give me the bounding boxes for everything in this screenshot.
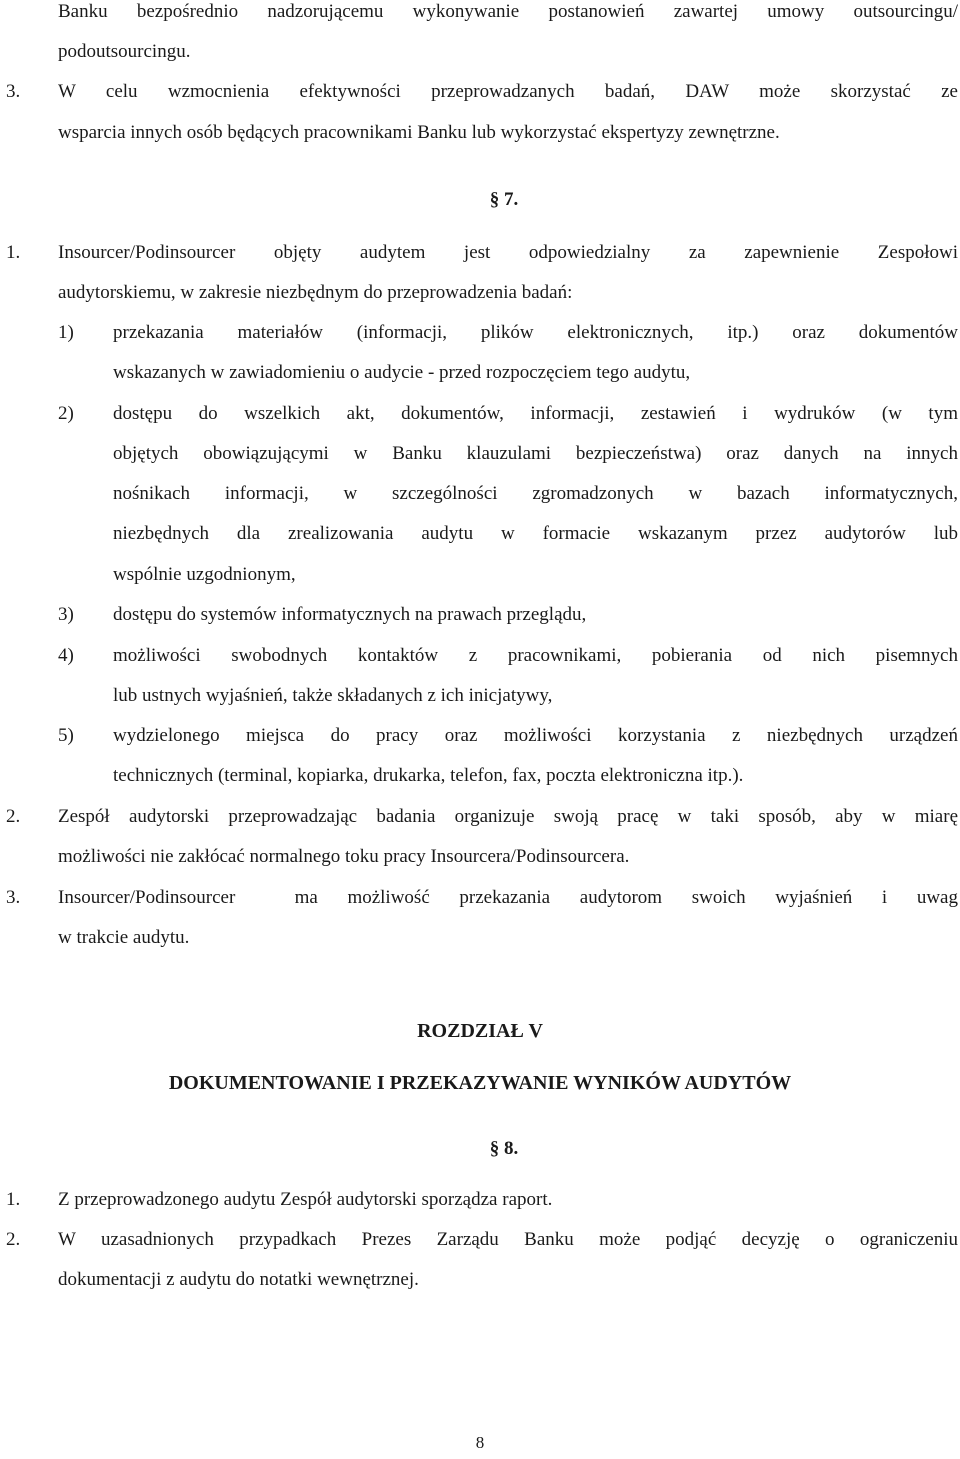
intro-item3-number: 3. bbox=[6, 81, 21, 102]
s8-item2-number: 2. bbox=[6, 1229, 21, 1250]
subitem-line: wspólnie uzgodnionym, bbox=[113, 564, 296, 585]
section-8-heading: § 8. bbox=[489, 1138, 519, 1159]
s8-item1-number: 1. bbox=[6, 1189, 21, 1210]
page-number: 8 bbox=[475, 1433, 485, 1452]
s7-item3-line-1: Insourcer/Podinsourcer ma możliwość przekazania audytorom swoich wyjaśnień i uwag bbox=[58, 887, 958, 908]
subitem-line: niezbędnych dla zrealizowania audytu w formacie wskazanym przez audytorów lub bbox=[113, 523, 958, 544]
s7-item3-line-2: w trakcie audytu. bbox=[58, 927, 190, 948]
s8-item2-line-2: dokumentacji z audytu do notatki wewnętrznej. bbox=[58, 1269, 419, 1290]
s8-item2-line-1: W uzasadnionych przypadkach Prezes Zarządu Banku może podjąć decyzję o ograniczeniu bbox=[58, 1229, 958, 1250]
s7-item1-line-2: audytorskiemu, w zakresie niezbędnym do przeprowadzenia badań: bbox=[58, 282, 573, 303]
subitem-number: 5) bbox=[58, 725, 74, 746]
subitem-line: lub ustnych wyjaśnień, także składanych z ich inicjatywy, bbox=[113, 685, 553, 706]
chapter-title: ROZDZIAŁ V bbox=[417, 1020, 543, 1042]
intro-line-1: Banku bezpośrednio nadzorującemu wykonywanie postanowień zawartej umowy outsourcingu/ bbox=[58, 1, 958, 22]
subitem-line: dostępu do systemów informatycznych na prawach przeglądu, bbox=[113, 604, 587, 625]
s7-item2-line-2: możliwości nie zakłócać normalnego toku pracy Insourcera/Podinsourcera. bbox=[58, 846, 630, 867]
subitem-line: wskazanych w zawiadomieniu o audycie - przed rozpoczęciem tego audytu, bbox=[113, 362, 691, 383]
subitem-number: 2) bbox=[58, 403, 74, 424]
subitem-line: wydzielonego miejsca do pracy oraz możliwości korzystania z niezbędnych urządzeń bbox=[113, 725, 958, 746]
s8-item1-line-1: Z przeprowadzonego audytu Zespół audytorski sporządza raport. bbox=[58, 1189, 553, 1210]
subitem-number: 1) bbox=[58, 322, 74, 343]
subitem-line: technicznych (terminal, kopiarka, drukarka, telefon, fax, poczta elektroniczna itp.). bbox=[113, 765, 744, 786]
subitem-line: przekazania materiałów (informacji, plików elektronicznych, itp.) oraz dokumentów bbox=[113, 322, 958, 343]
subitem-line: objętych obowiązującymi w Banku klauzulami bezpieczeństwa) oraz danych na innych bbox=[113, 443, 958, 464]
s7-item3-number: 3. bbox=[6, 887, 21, 908]
subitem-line: nośnikach informacji, w szczególności zgromadzonych w bazach informatycznych, bbox=[113, 483, 958, 504]
subitem-line: możliwości swobodnych kontaktów z pracownikami, pobierania od nich pisemnych bbox=[113, 645, 958, 666]
subitem-number: 3) bbox=[58, 604, 74, 625]
s7-item2-number: 2. bbox=[6, 806, 21, 827]
intro-item3-line-2: wsparcia innych osób będących pracownikami Banku lub wykorzystać ekspertyzy zewnętrzne. bbox=[58, 122, 780, 143]
intro-item3-line-1: W celu wzmocnienia efektywności przeprowadzanych badań, DAW może skorzystać ze bbox=[58, 81, 958, 102]
subitem-line: dostępu do wszelkich akt, dokumentów, informacji, zestawień i wydruków (w tym bbox=[113, 403, 958, 424]
chapter-subtitle: DOKUMENTOWANIE I PRZEKAZYWANIE WYNIKÓW AUDYTÓW bbox=[168, 1072, 792, 1094]
intro-line-2: podoutsourcingu. bbox=[58, 41, 191, 62]
section-7-heading: § 7. bbox=[489, 189, 519, 210]
subitem-number: 4) bbox=[58, 645, 74, 666]
s7-item1-line-1: Insourcer/Podinsourcer objęty audytem jest odpowiedzialny za zapewnienie Zespołowi bbox=[58, 242, 958, 263]
s7-item1-number: 1. bbox=[6, 242, 21, 263]
s7-item2-line-1: Zespół audytorski przeprowadzając badania organizuje swoją pracę w taki sposób, aby w miarę bbox=[58, 806, 958, 827]
